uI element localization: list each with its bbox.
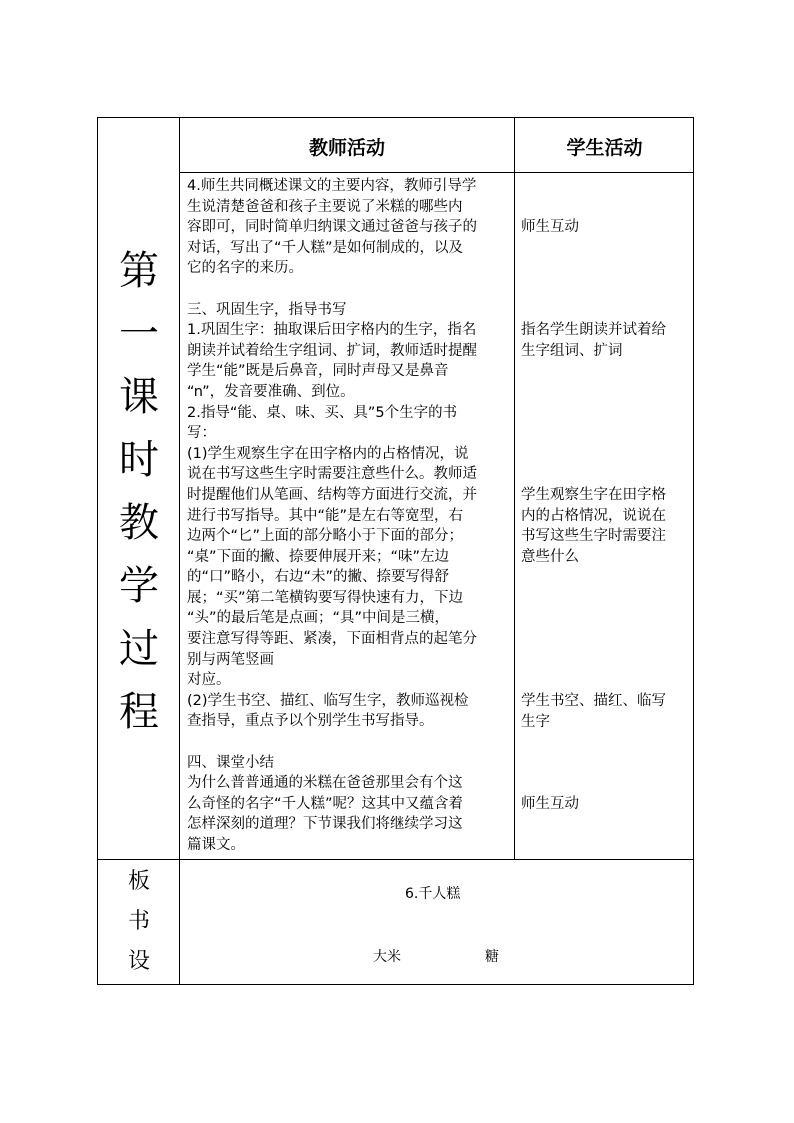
teacher-text-line: 容即可，同时简单归纳课文通过爸爸与孩子的: [187, 219, 477, 236]
title-char: 过: [119, 626, 159, 672]
student-text-line: 意些什么: [521, 548, 579, 565]
title-char: 第: [119, 248, 159, 294]
teacher-text-line: 四、课堂小结: [187, 754, 274, 771]
teacher-text-line: 对应。: [187, 672, 231, 689]
board-word-sugar: 糖: [485, 949, 499, 965]
student-activity-block: [521, 217, 579, 238]
col-divider-1: [179, 117, 180, 985]
student-activity-header: 学生活动: [566, 137, 643, 159]
teacher-text-line: 么奇怪的名字“千人糕”呢？这其中又蕴含着: [187, 795, 464, 812]
title-char: 一: [119, 311, 159, 357]
student-text-line: 书写这些生字时需要注: [521, 528, 666, 545]
student-text-line: 指名学生朗读并试着给: [521, 322, 666, 339]
teacher-text-line: [187, 732, 477, 753]
teacher-text-line: 展；“买”第二笔横钩要写得快速有力，下边: [187, 589, 464, 606]
title-char: 学: [119, 563, 159, 609]
teacher-text-line: 说在书写这些生字时需要注意些什么。教师适: [187, 466, 477, 483]
teacher-text-line: (2)学生书空、描红、临写生字，教师巡视检: [187, 692, 469, 709]
vertical-section-title: [109, 240, 169, 744]
board-label-char: 设: [127, 949, 150, 974]
teacher-text-line: 生说清楚爸爸和孩子主要说了米糕的哪些内: [187, 198, 463, 215]
teacher-activity-header: 教师活动: [308, 137, 385, 159]
student-text-line: 生字: [521, 713, 550, 730]
teacher-text-line: 边两个“匕”上面的部分略小于下面的部分；: [187, 528, 464, 545]
teacher-text-line: 别与两笔竖画: [187, 651, 274, 668]
header-divider: [179, 172, 694, 173]
teacher-text-line: 写：: [187, 425, 216, 442]
teacher-text-line: 1.巩固生字：抽取课后田字格内的生字，指名: [187, 322, 477, 339]
title-char: 时: [119, 437, 159, 483]
teacher-text-line: 2.指导“能、桌、味、买、具”5个生字的书: [187, 404, 458, 421]
teacher-text-line: 篇课文。: [187, 837, 245, 853]
student-text-line: 学生观察生字在田字格: [521, 487, 666, 503]
student-activity-block: [521, 320, 666, 361]
board-divider: [97, 859, 694, 860]
title-char: 程: [119, 689, 159, 735]
title-char: 课: [119, 374, 159, 420]
teacher-text-line: 怎样深刻的道理？下节课我们将继续学习这: [187, 816, 463, 833]
teacher-text-line: 查指导，重点予以个别学生书写指导。: [187, 713, 434, 730]
teacher-text-line: 三、巩固生字，指导书写: [187, 301, 347, 318]
student-text-line: 师生互动: [521, 796, 579, 812]
teacher-text-line: 朗读并试着给生字组词、扩词，教师适时提醒: [187, 342, 477, 359]
student-text-line: 学生书空、描红、临写: [521, 693, 666, 709]
student-text-line: 生字组词、扩词: [521, 342, 623, 359]
title-char: 教: [119, 500, 159, 546]
board-design-label: [109, 862, 169, 982]
student-activity-block: [521, 691, 666, 732]
teacher-text-line: 要注意写得等距、紧凑，下面相背点的起笔分: [187, 631, 477, 648]
col-divider-2: [514, 117, 515, 859]
board-label-char: 板: [127, 869, 150, 894]
board-title: 6.千人糕: [405, 886, 461, 902]
teacher-text-line: 的“口”略小，右边“未”的撇、捺要写得舒: [187, 569, 450, 586]
teacher-text-line: 时提醒他们从笔画、结构等方面进行交流，并: [187, 486, 477, 503]
student-activity-block: [521, 794, 579, 815]
teacher-text-line: 它的名字的来历。: [187, 260, 303, 277]
teacher-text-line: 对话，写出了“千人糕”是如何制成的，以及: [187, 239, 464, 256]
board-label-char: 书: [127, 909, 150, 934]
student-activity-block: [521, 485, 666, 567]
teacher-text-line: 进行书写指导。其中“能”是左右等宽型，右: [187, 507, 464, 524]
teacher-text-line: “桌”下面的撇、捺要伸展开来；“味”左边: [187, 548, 450, 565]
teacher-text-line: 学生“能”既是后鼻音，同时声母又是鼻音: [187, 363, 449, 380]
student-text-line: 师生互动: [521, 219, 579, 236]
teacher-text-line: “n”，发音要准确、到位。: [187, 383, 355, 400]
teacher-text-line: “头”的最后笔是点画；“具”中间是三横，: [187, 610, 450, 627]
teacher-text-line: (1)学生观察生字在田字格内的占格情况，说: [187, 445, 469, 462]
board-word-rice: 大米: [373, 949, 401, 965]
teacher-activity-text: [187, 176, 477, 856]
teacher-text-line: [187, 279, 477, 300]
teacher-text-line: 4.师生共同概述课文的主要内容，教师引导学: [187, 178, 477, 194]
teacher-text-line: 为什么普普通通的米糕在爸爸那里会有个这: [187, 775, 463, 792]
student-text-line: 内的占格情况，说说在: [521, 507, 666, 524]
